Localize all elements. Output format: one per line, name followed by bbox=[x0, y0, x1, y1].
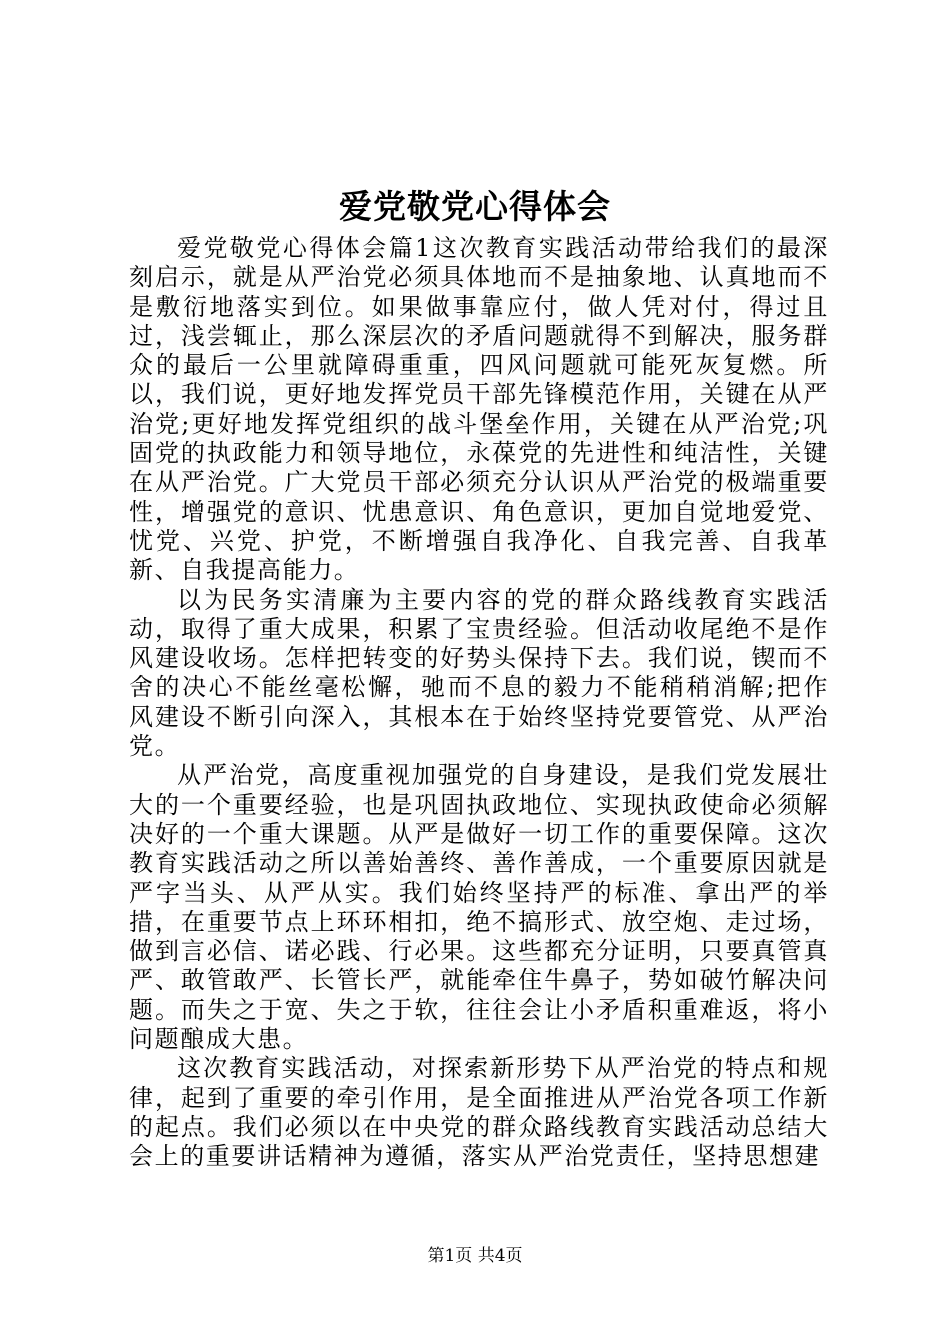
paragraph-2: 以为民务实清廉为主要内容的党的群众路线教育实践活动，取得了重大成果，积累了宝贵经验。但活动收尾绝不是作风建设收场。怎样把转变的好势头保持下去。我们说，锲而不舍的决心不能丝毫松懈，驰而不息的毅力不能稍稍消解;把作风建设不断引向深入，其根本在于始终坚持党要管党、从严治党。 bbox=[129, 585, 829, 761]
paragraph-3: 从严治党，高度重视加强党的自身建设，是我们党发展壮大的一个重要经验，也是巩固执政地位、实现执政使命必须解决好的一个重大课题。从严是做好一切工作的重要保障。这次教育实践活动之所以善始善终、善作善成，一个重要原因就是严字当头、从严从实。我们始终坚持严的标准、拿出严的举措，在重要节点上环环相扣，绝不搞形式、放空炮、走过场，做到言必信、诺必践、行必果。这些都充分证明，只要真管真严、敢管敢严、长管长严，就能牵住牛鼻子，势如破竹解决问题。而失之于宽、失之于软，往往会让小矛盾积重难返，将小问题酿成大患。 bbox=[129, 761, 829, 1054]
paragraph-4: 这次教育实践活动，对探索新形势下从严治党的特点和规律，起到了重要的牵引作用，是全面推进从严治党各项工作新的起点。我们必须以在中央党的群众路线教育实践活动总结大会上的重要讲话精神为遵循，落实从严治党责任，坚持思想建 bbox=[129, 1054, 829, 1171]
page-indicator: 第1页 共4页 bbox=[427, 1246, 523, 1266]
document-title: 爱党敬党心得体会 bbox=[339, 187, 611, 226]
page-footer bbox=[0, 1244, 950, 1268]
paragraph-1: 爱党敬党心得体会篇1这次教育实践活动带给我们的最深刻启示，就是从严治党必须具体地而不是抽象地、认真地而不是敷衍地落实到位。如果做事靠应付，做人凭对付，得过且过，浅尝辄止，那么深层次的矛盾问题就得不到解决，服务群众的最后一公里就障碍重重，四风问题就可能死灰复燃。所以，我们说，更好地发挥党员干部先锋模范作用，关键在从严治党;更好地发挥党组织的战斗堡垒作用，关键在从严治党;巩固党的执政能力和领导地位，永葆党的先进性和纯洁性，关键在从严治党。广大党员干部必须充分认识从严治党的极端重要性，增强党的意识、忧患意识、角色意识，更加自觉地爱党、忧党、兴党、护党，不断增强自我净化、自我完善、自我革新、自我提高能力。 bbox=[129, 234, 829, 585]
document-body bbox=[129, 234, 829, 1172]
